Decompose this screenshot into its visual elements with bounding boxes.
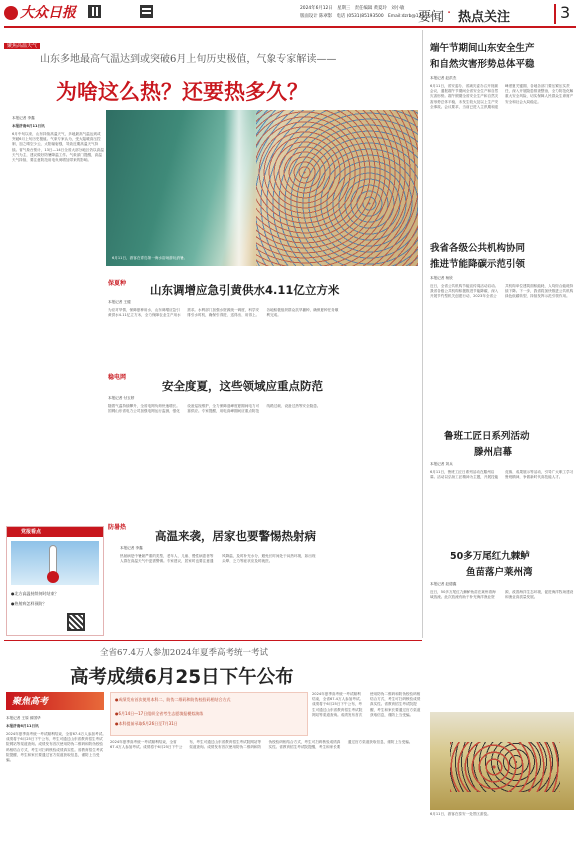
date-line: 2024年6月12日 星期三 责任编辑 黄夏玲 刘小敏 [300, 6, 405, 11]
right3-title-line1: 鲁班工匠日系列活动 [444, 431, 530, 442]
article3-byline: 本报记者 李鑫 [120, 546, 143, 550]
article2-body: 随着气温持续攀升，全省电网负荷快速增长。国网山东省电力公司加强电网运行监测，强化设备巡视维护，全力保障迎峰度夏期间电力可靠供应。专家提醒，用电高峰期间应重点防范线路过载、设备过热等安全隐患。 [108, 404, 321, 414]
exam-body-columns: 2024年夏季高考统一考试顺利结束，全省67.4万人参加考试。成绩将于6月25日下午公布，考生可通过山东省教育招生考试院网站等渠道查询。成绩发布首次使用防伪二维码和防伪校验码相结合方式，考生可扫码核验成绩真实性。省教育招生考试院提醒，考生和家长要通过官方渠道获取信息，谨防上当受骗。 [110, 740, 413, 750]
article1-tag [108, 270, 126, 289]
photo-crowd [256, 110, 418, 266]
main-headline: 为啥这么热？还要热多久？ [56, 80, 308, 104]
section-label: 要闻 [418, 10, 445, 25]
article2-tag-label: 稳电网 [108, 374, 127, 381]
sidebar-header [7, 527, 103, 537]
exam-bullet-box [110, 692, 308, 736]
focus-tag-label: 聚焦高温天气 [4, 43, 40, 49]
logo-text: 大众日报 [20, 5, 76, 21]
article1-byline: 本报记者 王健 [108, 300, 131, 304]
newspaper-logo [4, 4, 86, 22]
logo-mark-icon [4, 6, 18, 20]
section-dot: · [447, 6, 452, 21]
right3-byline: 本报记者 刘兵 [430, 462, 453, 466]
section-header [418, 4, 576, 24]
right3-body: 6月11日，鲁班工匠日系列活动在滕州启幕。活动以弘扬工匠精神为主题，开展技能竞赛、成果展示等活动，引导广大职工学习鲁班精神，争做新时代高技能人才。 [430, 470, 574, 480]
right2-byline: 本报记者 杨欣 [430, 276, 453, 280]
right2-title-line2: 推进节能降碳示范引领 [430, 259, 526, 270]
right2-title-line1: 我省各级公共机构协同 [430, 243, 526, 254]
exam-bullet: ●本科提前录取6月26日至7月31日 [115, 721, 178, 726]
beach-photo [106, 110, 418, 266]
kicker: 山东多地最高气温达到或突破6月上旬历史极值，气象专家解读—— [40, 54, 337, 65]
qr-code-icon[interactable] [67, 613, 85, 631]
exam-column-tag-label: 聚焦高考 [12, 697, 49, 707]
exam-bullet: ●6月14日—17日组织全省考生志愿填报模拟演练 [115, 711, 204, 716]
thermometer-image [11, 541, 99, 585]
article2-title: 安全度夏，这些领域应重点防范 [162, 379, 323, 393]
right4-body: 近日，50多万尾红九棘鲈鱼苗在莱州湾海域放流。此次放流有助于补充海洋渔业资源，改善海洋生态环境，促进海洋牧场建设和渔业高质量发展。 [430, 590, 574, 600]
main-byline: 本报记者 李鑫 [12, 116, 35, 120]
sidebar-tag: 党报看点 [21, 529, 42, 535]
page-number: 3 [560, 3, 571, 22]
right1-byline: 本报记者 赵洪杰 [430, 76, 457, 80]
right1-body: 6月11日，省安委办、省减灾委办召开视频会议，通报端午节期间全省安全生产和自然灾害形势。端午假期全省安全生产和自然灾害形势总体平稳，未发生较大及以上生产安全事故。会议要求，当前已进入主汛期和迎峰度夏关键期，各地各部门要压紧压实责任，深入开展隐患排查整治，全力防范化解重大安全风险，切实保障人民群众生命财产安全和社会大局稳定。 [430, 84, 574, 109]
exam-bullet: ●成绩发布首次使用本科二、防伪二维码和防伪校验码相结合方式 [115, 697, 231, 702]
article2-tag [108, 364, 126, 383]
exam-section-rule [4, 640, 422, 641]
sidebar-item[interactable]: ●热射病怎样预防？ [11, 601, 47, 606]
article3-title: 高温来袭，居家也要警惕热射病 [155, 529, 316, 543]
photo-caption: 6月11日，游客在青岛第一海水浴场游玩消暑。 [112, 256, 188, 260]
exam-column-tag [6, 692, 104, 710]
exam-kicker: 全省67.4万人参加2024年夏季高考统一考试 [100, 648, 269, 658]
masthead-rule [4, 26, 576, 28]
article1-tag-label: 保夏种 [108, 280, 127, 287]
tourist-photo [430, 712, 574, 810]
right-photo-caption: 6月11日，游客在泰安一处景区游览。 [430, 812, 491, 816]
exam-byline: 本报记者 王原 薛国华 [6, 716, 41, 720]
photo-people [450, 742, 560, 792]
qr-code-icon [88, 5, 101, 18]
right4-title-line2: 鱼苗落户莱州湾 [466, 567, 533, 578]
right4-title-line1: 50多万尾红九棘鲈 [450, 551, 530, 562]
sidebar-item[interactable]: ●北方高温持续何时结束？ [11, 591, 59, 596]
contact-line: 版面设计 陈翠影 电话 (0531)85193500 Email:dzrb@126.com [300, 14, 435, 19]
section-divider [554, 4, 556, 24]
exam-body-left: 2024年夏季高考统一考试顺利结束，全省67.4万人参加考试。成绩将于6月25日下午公布，考生可通过山东省教育招生考试院网站等渠道查询。成绩发布首次使用防伪二维码和防伪校验码相结合方式，考生可扫码核验成绩真实性。省教育招生考试院提醒，考生和家长要通过官方渠道获取信息，谨防上当受骗。 [6, 732, 106, 763]
masthead [0, 0, 580, 28]
photo-surf [224, 110, 254, 266]
right1-title-line2: 和自然灾害形势总体平稳 [430, 59, 535, 70]
right4-byline: 本报记者 赵德鑫 [430, 582, 457, 586]
article3-tag [108, 514, 126, 533]
exam-body-right: 2024年夏季高考统一考试顺利结束，全省67.4万人参加考试。成绩将于6月25日下午公布，考生可通过山东省教育招生考试院网站等渠道查询。成绩发布首次使用防伪二维码和防伪校验码相结合方式，考生可扫码核验成绩真实性。省教育招生考试院提醒，考生和家长要通过官方渠道获取信息，谨防上当受骗。 [312, 692, 421, 717]
focus-tag [4, 32, 40, 51]
sidebar-box [6, 526, 104, 636]
thermometer-bulb [47, 571, 59, 583]
right-column-divider [422, 30, 423, 638]
main-dateline: 本报济南6月11日讯 [12, 124, 45, 128]
right1-title-line1: 端午节期间山东安全生产 [430, 43, 535, 54]
right2-body: 近日，全省公共机构节能宣传周活动启动。我省各级公共机构积极推进节能降碳，深入开展节约型机关创建行动，2023年全省公共机构单位建筑面积能耗、人均综合能耗持续下降。下一步，我省将加快推进公共机构绿色低碳转型，持续发挥示范引领作用。 [430, 284, 574, 299]
qr-code-icon [140, 5, 153, 18]
section-title: 热点关注 [458, 10, 511, 25]
article1-body: 为应对旱情，保障夏种用水，山东调增应急引黄供水4.11亿立方米，全力保障农业生产用水需求。水利部门加强水资源统一调度，科学安排引水时机，确保引得进、送得出、用得上。各地积极组织群众抗旱播种，确保夏种任务顺利完成。 [108, 308, 339, 318]
article3-body: 热射病是中暑最严重的类型，老年人、儿童、慢性病患者等人群在高温天气中更需警惕。专家建议，居家时也要注意通风降温，及时补充水分，避免长时间处于闷热环境，如出现头晕、乏力等症状应及时就医。 [120, 554, 316, 564]
article1-title: 山东调增应急引黄供水4.11亿立方米 [150, 283, 340, 297]
exam-headline: 高考成绩6月25日下午公布 [70, 667, 294, 688]
main-body-left: 6月中旬以来，山东持续高温天气，多地最高气温达到或突破6月上旬历史极值。气象专家认为，受大陆暖高压控制，加之晴空少云、太阳辐射强，导致近期高温天气持续。省气象台预计，13日—14日全省大部分地区仍以高温天气为主，建议做好防暑降温工作。气象部门提醒，高温天气持续，要注意防范用电负荷增加带来的影响。 [12, 132, 104, 163]
article3-tag-label: 防暑热 [108, 524, 127, 531]
exam-dateline: 本报济南6月11日讯 [6, 724, 39, 728]
right3-title-line2: 滕州启幕 [474, 447, 513, 458]
article2-byline: 本报记者 付玉婷 [108, 396, 135, 400]
